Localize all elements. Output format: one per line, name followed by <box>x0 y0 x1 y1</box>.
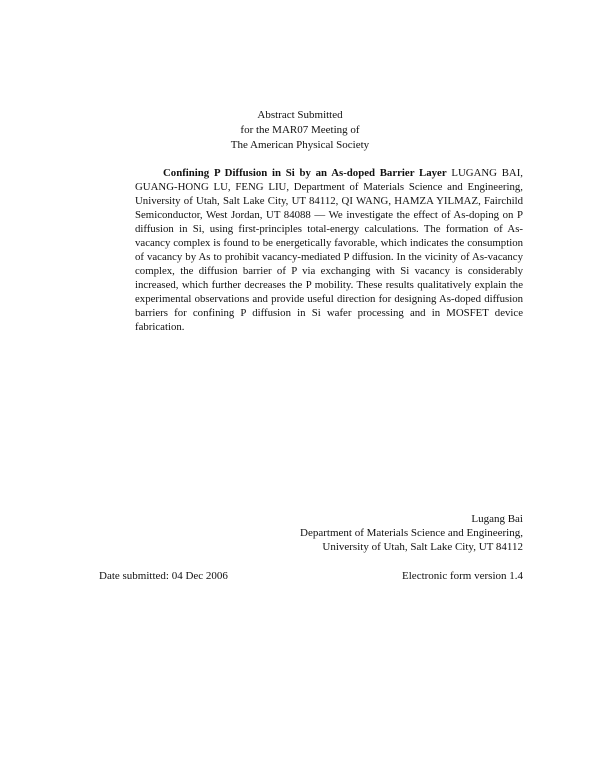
submitter-department: Department of Materials Science and Engineering, <box>300 527 523 539</box>
submitter-institution: University of Utah, Salt Lake City, UT 84112 <box>322 541 523 553</box>
date-submitted: Date submitted: 04 Dec 2006 <box>99 570 228 582</box>
submitter-name: Lugang Bai <box>471 513 523 525</box>
form-version: Electronic form version 1.4 <box>402 570 523 582</box>
header-line-2: for the MAR07 Meeting of <box>240 124 360 136</box>
submission-header <box>0 108 600 153</box>
abstract-separator: — <box>314 209 326 221</box>
abstract-title: Confining P Diffusion in Si by an As-doped Barrier Layer <box>163 167 447 179</box>
header-line-3: The American Physical Society <box>230 139 370 151</box>
abstract-authors: LUGANG BAI, GUANG-HONG LU, FENG LIU, Department of Materials Science and Engineering, University of Utah, Salt Lake City, UT 84112, QI WANG, HAMZA YILMAZ, Fairchild Semiconductor, West Jordan, UT 84088 <box>135 167 523 221</box>
submitter-signature <box>300 512 523 554</box>
header-line-1: Abstract Submitted <box>257 109 343 121</box>
abstract-paragraph <box>135 166 523 334</box>
abstract-body: We investigate the effect of As-doping on P diffusion in Si, using first-principles total-energy calculations. The formation of As-vacancy complex is found to be energetically favorable, which indicates the consumption of vacancy by As to prohibit vacancy-mediated P diffusion. In the vicinity of As-vacancy complex, the diffusion barrier of P via exchanging with Si vacancy is considerably increased, which further decreases the P mobility. These results qualitatively explain the experimental observations and provide useful direction for designing As-doped diffusion barriers for confining P diffusion in Si wafer processing and in MOSFET device fabrication. <box>135 209 523 333</box>
